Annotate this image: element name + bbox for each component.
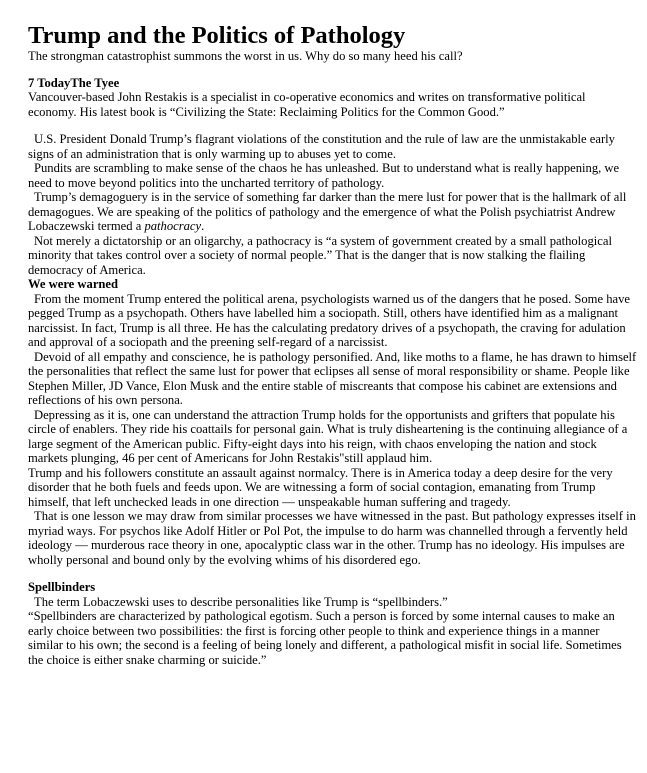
paragraph: The term Lobaczewski uses to describe personalities like Trump is “spellbinders.” <box>34 594 448 609</box>
paragraph: Depressing as it is, one can understand the attraction Trump holds for the opportunists and grifters that populate his circle of enablers. They ride his coattails for personal gain. What is truly disheartening is the continuing allegiance of a large segment of the American public. Fifty-eight days into his reign, with chaos enveloping the nation and stock markets plunging, 46 per cent of Americans for John Restakis"still applaud him. <box>28 407 628 465</box>
author-bio: Vancouver-based John Restakis is a specialist in co-operative economics and writes on transformative political economy. His latest book is “Civilizing the State: Reclaiming Politics for the Common Good.” <box>28 90 586 119</box>
paragraph: U.S. President Donald Trump’s flagrant violations of the constitution and the rule of law are the unmistakable early signs of an administration that is only warming up to abuses yet to come. <box>28 132 615 161</box>
section-heading: Spellbinders <box>28 580 96 594</box>
article-subtitle: The strongman catastrophist summons the worst in us. Why do so many heed his call? <box>28 49 463 63</box>
paragraph: From the moment Trump entered the political arena, psychologists warned us of the dangers that he posed. Some have pegged Trump as a psychopath. Others have labelled him a sociopath. Still, others have identified him as a malignant narcissist. In fact, Trump is all three. He has the calculating predatory drives of a psychopath, the craving for adulation and approval of a sociopath and the preening self-regard of a narcissist. <box>28 291 630 349</box>
article-body <box>28 132 637 667</box>
paragraph: Devoid of all empathy and conscience, he is pathology personified. And, like moths to a flame, he has drawn to himself the personalities that reflect the same lust for power that eclipses all sense of moral responsibility or shame. People like Stephen Miller, JD Vance, Elon Musk and the entire stable of miscreants that compose his cabinet are extensions and reflections of his own persona. <box>28 349 637 407</box>
emphasis-term: pathocracy <box>144 219 202 233</box>
paragraph: Not merely a dictatorship or an oligarchy, a pathocracy is “a system of government created by a small pathological minority that takes control over a society of normal people.” That is the danger that is now stalking the flailing democracy of America. <box>28 233 612 277</box>
byline: 7 TodayThe Tyee <box>28 76 120 90</box>
article-title: Trump and the Politics of Pathology <box>28 22 406 49</box>
byline-block <box>28 76 637 119</box>
paragraph: Trump and his followers constitute an assault against normalcy. There is in America today a deep desire for the very disorder that he both fuels and feeds upon. We are witnessing a form of social contagion, emanating from Trump himself, that left unchecked leads in one direction — unspeakable human suffering and tragedy. <box>28 465 613 509</box>
paragraph-text: . <box>201 219 205 233</box>
paragraph <box>28 190 637 234</box>
section-heading: We were warned <box>28 277 119 291</box>
paragraph: That is one lesson we may draw from similar processes we have witnessed in the past. But pathology expresses itself in myriad ways. For psychos like Adolf Hitler or Pol Pot, the impulse to do harm was channelled through a fervently held ideology — murderous race theory in one, apocalyptic class war in the other. Trump has no ideology. His impulses are wholly personal and bound only by the evolving whims of his disordered ego. <box>28 509 636 567</box>
paragraph: Pundits are scrambling to make sense of the chaos he has unleashed. But to understand what is really happening, we need to move beyond politics into the uncharted territory of pathology. <box>28 161 620 190</box>
quote-paragraph: “Spellbinders are characterized by pathological egotism. Such a person is forced by some internal causes to make an early choice between two possibilities: the first is forcing other people to think and experience things in a manner similar to his own; the second is a feeling of being lonely and different, a pathological misfit in social life. Sometimes the choice is either snake charming or suicide.” <box>28 609 622 667</box>
paragraph-text: Trump’s demagoguery is in the service of something far darker than the mere lust for power that is the hallmark of all demagogues. We are speaking of the politics of pathology and the emergence of what the Polish psychiatrist Andrew Lobaczewski termed a <box>28 190 627 233</box>
